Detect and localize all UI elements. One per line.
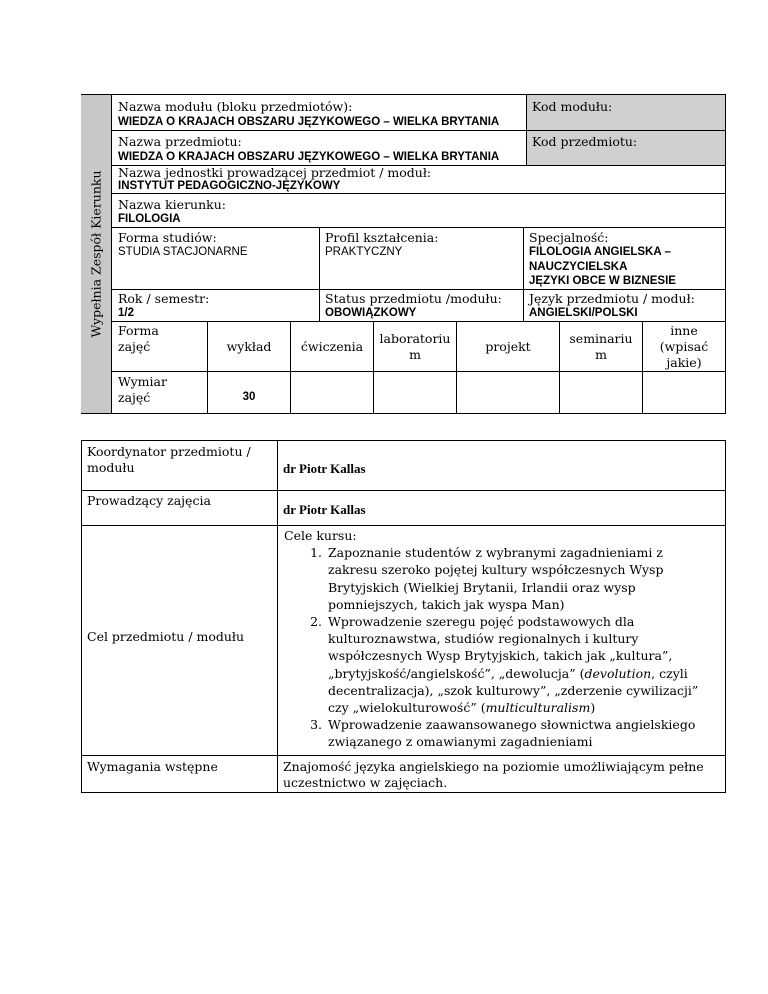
lab-header-line-1: laboratoriu — [379, 331, 451, 346]
subject-name-value: WIEDZA O KRAJACH OBSZARU JĘZYKOWEGO – WIELKA BRYTANIA — [118, 151, 500, 163]
goal-item-3 — [326, 716, 724, 750]
goal-2-line-5: decentralizacja), „szok kulturowy”, „zderzenie cywilizacji” — [328, 682, 699, 698]
classes-label-line-1: Forma — [118, 323, 159, 338]
goal-1-line-1: 1. Zapoznanie studentów z wybranymi zagadnieniami z — [328, 545, 663, 561]
seminar-header-line-2: m — [595, 347, 607, 362]
coordinator-label-line-2: modułu — [87, 460, 135, 475]
lecture-hours[interactable]: 30 — [242, 391, 256, 403]
coordinator-value: dr Piotr Kallas — [283, 461, 366, 476]
goal-2-line-6-em: multiculturalism — [485, 700, 591, 716]
teacher-label: Prowadzący zajęcia — [87, 493, 211, 508]
goals-block — [284, 527, 724, 751]
exercises-header: ćwiczenia — [300, 339, 364, 354]
profile-value: PRAKTYCZNY — [325, 246, 403, 258]
goal-2-line-4-b: , czyli — [651, 665, 688, 681]
coordinator-label-line-1: Koordynator przedmiotu / — [87, 444, 251, 459]
goal-2-line-6-b: ) — [590, 700, 596, 716]
goal-label: Cel przedmiotu / modułu — [87, 629, 245, 644]
goal-2-line-3: współczesnych Wysp Brytyjskich, takich jak „kultura”, — [328, 648, 673, 664]
goal-2-line-4-a: „brytyjskość/angielskość”, „dewolucja” ( — [328, 665, 585, 681]
goal-3-line-1: 3. Wprowadzenie zaawansowanego słownictwa angielskiego — [328, 717, 696, 733]
prereq-label: Wymagania wstępne — [87, 759, 218, 774]
lecture-header: wykład — [226, 339, 272, 354]
seminar-header-line-1: seminariu — [569, 331, 633, 346]
goals-list — [284, 544, 724, 750]
prereq-line-2: uczestnictwo w zajęciach. — [283, 775, 448, 790]
other-header-line-3: jakie) — [666, 355, 702, 370]
study-form-label: Forma studiów: — [118, 230, 217, 245]
exercises-hours-cell[interactable] — [291, 373, 373, 411]
goal-item-1 — [326, 544, 724, 613]
goal-2-line-4-em: devolution — [584, 665, 652, 681]
other-header-line-1: inne — [670, 323, 698, 338]
lab-hours-cell[interactable] — [374, 373, 456, 411]
status-value: OBOWIĄZKOWY — [325, 307, 417, 319]
status-label: Status przedmiotu /modułu: — [325, 291, 502, 306]
sidebar-band — [81, 95, 111, 413]
study-form-value: STUDIA STACJONARNE — [118, 246, 248, 258]
module-name-value: WIEDZA O KRAJACH OBSZARU JĘZYKOWEGO – WIELKA BRYTANIA — [118, 116, 500, 128]
field-label: Nazwa kierunku: — [118, 197, 226, 212]
goal-1-line-4: pomniejszych, takich jak wyspa Man) — [328, 596, 565, 612]
goal-1-line-2: zakresu szeroko pojętej kultury współczesnych Wysp — [328, 562, 664, 578]
goal-2-line-1: 2. Wprowadzenie szeregu pojęć podstawowych dla — [328, 614, 635, 630]
year-value: 1/2 — [118, 307, 134, 319]
teacher-value: dr Piotr Kallas — [283, 502, 366, 517]
hours-label-line-2: zajęć — [118, 390, 151, 405]
goal-3-line-2: związanego z omawianymi zagadnieniami — [328, 734, 593, 750]
field-value: FILOLOGIA — [118, 213, 181, 225]
other-hours-cell[interactable] — [643, 373, 725, 411]
unit-value: INSTYTUT PEDAGOGICZNO-JĘZYKOWY — [118, 180, 341, 192]
language-label: Język przedmiotu / moduł: — [529, 291, 695, 306]
goal-2-line-6-a: czy „wielokulturowość” ( — [328, 700, 486, 716]
language-value: ANGIELSKI/POLSKI — [529, 307, 638, 319]
goal-item-2 — [326, 613, 724, 716]
specialty-line-3: JĘZYKI OBCE W BIZNESIE — [529, 275, 676, 287]
seminar-hours-cell[interactable] — [560, 373, 642, 411]
specialty-line-2: NAUCZYCIELSKA — [529, 261, 628, 273]
project-hours-cell[interactable] — [457, 373, 559, 411]
hours-label-line-1: Wymiar — [118, 374, 167, 389]
lab-header-line-2: m — [409, 347, 421, 362]
unit-label: Nazwa jednostki prowadzącej przedmiot / moduł: — [118, 165, 432, 180]
goal-2-line-2: kulturoznawstwa, studiów regionalnych i kultury — [328, 631, 639, 647]
subject-code-label: Kod przedmiotu: — [532, 134, 638, 149]
year-label: Rok / semestr: — [118, 291, 210, 306]
sidebar-label: Wypełnia Zespół Kierunku — [88, 170, 104, 338]
module-name-label: Nazwa modułu (bloku przedmiotów): — [118, 99, 353, 114]
goal-2-line-4 — [328, 665, 724, 682]
specialty-label: Specjalność: — [529, 230, 609, 245]
classes-label-line-2: zajęć — [118, 339, 151, 354]
goals-intro: Cele kursu: — [284, 528, 357, 543]
subject-name-label: Nazwa przedmiotu: — [118, 134, 242, 149]
project-header: projekt — [485, 339, 531, 354]
prereq-line-1: Znajomość języka angielskiego na poziomie umożliwiającym pełne — [283, 759, 704, 774]
module-code-label: Kod modułu: — [532, 99, 613, 114]
goal-2-line-6 — [328, 699, 724, 716]
goal-1-line-3: Brytyjskich (Wielkiej Brytanii, Irlandii oraz wysp — [328, 579, 636, 595]
specialty-line-1: FILOLOGIA ANGIELSKA – — [529, 246, 671, 258]
other-header-line-2: (wpisać — [659, 339, 709, 354]
profile-label: Profil kształcenia: — [325, 230, 439, 245]
